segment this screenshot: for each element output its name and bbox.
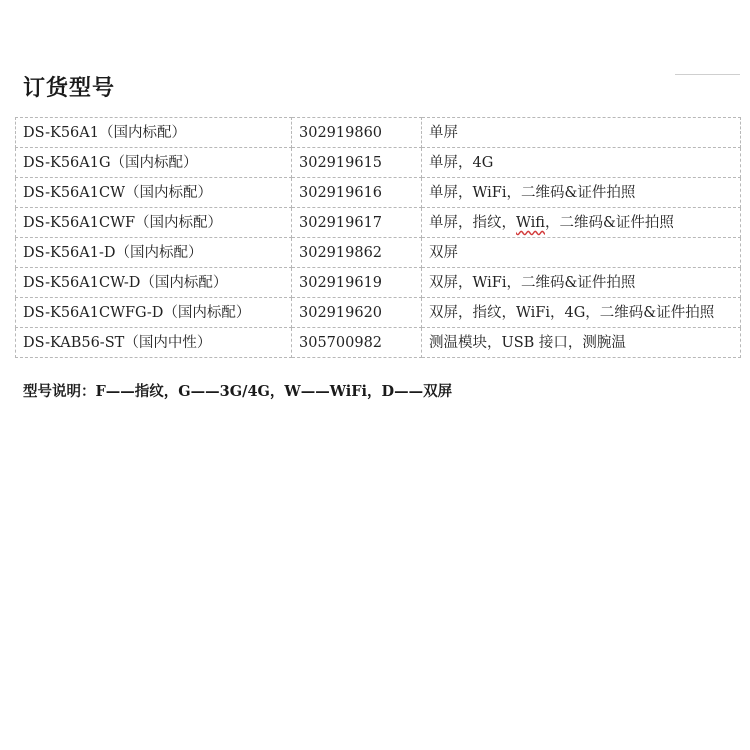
model-legend-note: 型号说明：F——指纹，G——3G/4G，W——WiFi，D——双屏 bbox=[23, 383, 453, 400]
code-cell: 302919619 bbox=[292, 268, 422, 298]
table-row bbox=[16, 208, 741, 238]
table-row bbox=[16, 178, 741, 208]
table-row bbox=[16, 268, 741, 298]
model-cell: DS-K56A1-D（国内标配） bbox=[16, 238, 292, 268]
model-cell: DS-K56A1CW（国内标配） bbox=[16, 178, 292, 208]
model-cell: DS-K56A1CW-D（国内标配） bbox=[16, 268, 292, 298]
table-row bbox=[16, 238, 741, 268]
table-row bbox=[16, 148, 741, 178]
code-cell: 305700982 bbox=[292, 328, 422, 358]
code-cell: 302919860 bbox=[292, 118, 422, 148]
description-cell: 单屏，4G bbox=[422, 148, 741, 178]
description-cell: 单屏，WiFi，二维码&证件拍照 bbox=[422, 178, 741, 208]
section-title: 订货型号 bbox=[23, 76, 116, 101]
spellcheck-flagged-word: Wifi bbox=[516, 215, 545, 231]
table-row bbox=[16, 118, 741, 148]
model-cell: DS-K56A1（国内标配） bbox=[16, 118, 292, 148]
table-row bbox=[16, 328, 741, 358]
code-cell: 302919862 bbox=[292, 238, 422, 268]
description-cell: 双屏，指纹，WiFi，4G，二维码&证件拍照 bbox=[422, 298, 741, 328]
code-cell: 302919617 bbox=[292, 208, 422, 238]
code-cell: 302919615 bbox=[292, 148, 422, 178]
model-cell: DS-K56A1G（国内标配） bbox=[16, 148, 292, 178]
description-cell bbox=[422, 208, 741, 238]
code-cell: 302919616 bbox=[292, 178, 422, 208]
description-cell: 单屏 bbox=[422, 118, 741, 148]
model-cell: DS-K56A1CWFG-D（国内标配） bbox=[16, 298, 292, 328]
code-cell: 302919620 bbox=[292, 298, 422, 328]
table-row bbox=[16, 298, 741, 328]
description-text: ，二维码&证件拍照 bbox=[544, 215, 674, 231]
model-cell: DS-K56A1CWF（国内标配） bbox=[16, 208, 292, 238]
description-cell: 测温模块，USB 接口，测腕温 bbox=[422, 328, 741, 358]
description-text: 单屏，指纹， bbox=[429, 215, 516, 231]
order-model-table bbox=[15, 117, 741, 358]
description-cell: 双屏 bbox=[422, 238, 741, 268]
header-rule bbox=[675, 74, 740, 75]
model-cell: DS-KAB56-ST（国内中性） bbox=[16, 328, 292, 358]
description-cell: 双屏，WiFi，二维码&证件拍照 bbox=[422, 268, 741, 298]
